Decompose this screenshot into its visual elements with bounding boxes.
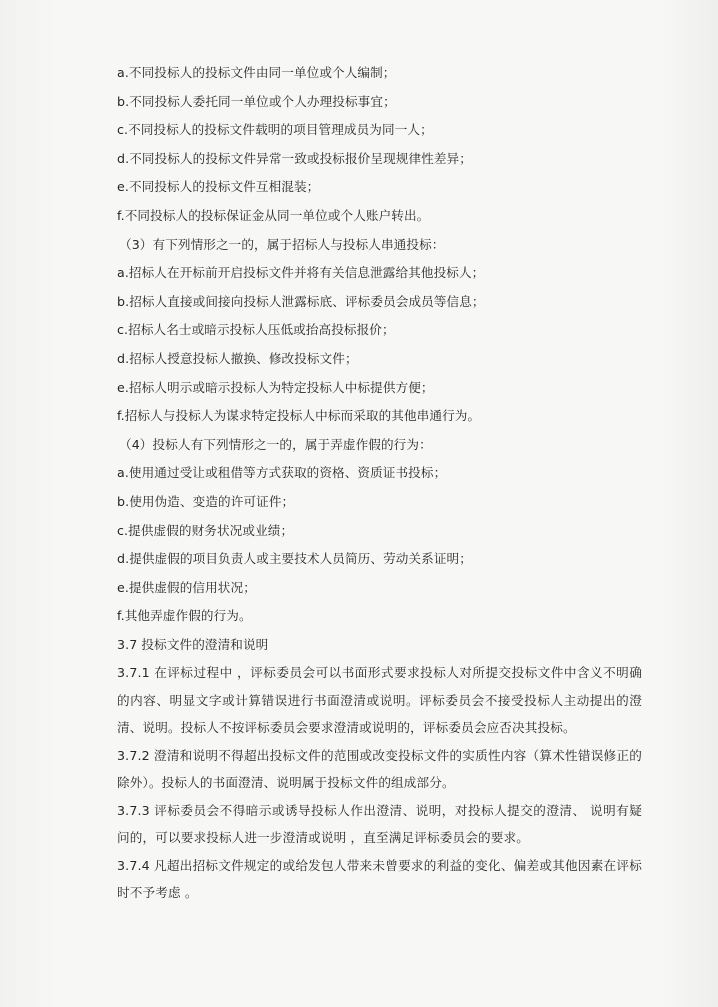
clause-line: d.招标人授意投标人撤换、修改投标文件； xyxy=(117,350,358,366)
paragraph-3-7-1: 3.7.1 在评标过程中 ，评标委员会可以书面形式要求投标人对所提交投标文件中含义不明确的内容、明显文字或计算错误进行书面澄清或说明。评标委员会不接受投标人主动提出的澄清、说明。投标人不按评标委员会要求澄清或说明的，评标委员会应否决其投标。 xyxy=(117,665,642,736)
paragraph-3-7-4: 3.7.4 凡超出招标文件规定的或给发包人带来未曾要求的利益的变化、偏差或其他因素在评标时不予考虑 。 xyxy=(117,857,642,901)
clause-line: e.不同投标人的投标文件互相混装； xyxy=(117,179,320,195)
clause-line: b.不同投标人委托同一单位或个人办理投标事宜； xyxy=(117,93,396,109)
clause-line: c.提供虚假的财务状况或业绩； xyxy=(117,522,294,538)
clause-line: a.使用通过受让或租借等方式获取的资格、资质证书投标； xyxy=(117,465,447,481)
subsection-heading: （3）有下列情形之一的，属于招标人与投标人串通投标： xyxy=(119,236,445,252)
clause-line: a.不同投标人的投标文件由同一单位或个人编制； xyxy=(117,65,396,80)
clause-line: f.不同投标人的投标保证金从同一单位或个人账户转出。 xyxy=(117,207,430,223)
clause-line: f.招标人与投标人为谋求特定投标人中标而采取的其他串通行为。 xyxy=(117,408,481,424)
clause-line: d.不同投标人的投标文件异常一致或投标报价呈现规律性差异； xyxy=(117,150,472,166)
paragraph-3-7-2: 3.7.2 澄清和说明不得超出投标文件的范围或改变投标文件的实质性内容（算术性错误修正的除外）。投标人的书面澄清、说明属于投标文件的组成部分。 xyxy=(117,747,642,791)
paragraph-3-7-3: 3.7.3 评标委员会不得暗示或诱导投标人作出澄清、说明，对投标人提交的澄清、 说明有疑问的，可以要求投标人进一步澄清或说明 ，直至满足评标委员会的要求。 xyxy=(117,802,642,846)
clause-line: e.提供虚假的信用状况； xyxy=(117,579,256,595)
clause-line: c.招标人名士或暗示投标人压低或抬高投标报价； xyxy=(117,322,395,338)
clause-line: d.提供虚假的项目负责人或主要技术人员简历、劳动关系证明； xyxy=(117,551,472,567)
clause-line: b.使用伪造、变造的许可证件； xyxy=(117,493,295,509)
clause-line: e.招标人明示或暗示投标人为特定投标人中标提供方便； xyxy=(117,379,434,395)
clause-line: a.招标人在开标前开启投标文件并将有关信息泄露给其他投标人； xyxy=(117,265,485,281)
document-body xyxy=(117,59,642,907)
subsection-heading: （4）投标人有下列情形之一的，属于弄虚作假的行为： xyxy=(119,436,432,452)
clause-line: c.不同投标人的投标文件载明的项目管理成员为同一人； xyxy=(117,122,433,138)
section-title: 3.7 投标文件的澄清和说明 xyxy=(117,636,269,652)
clause-line: b.招标人直接或间接向投标人泄露标底、评标委员会成员等信息； xyxy=(117,293,485,309)
clause-line: f.其他弄虚作假的行为。 xyxy=(117,608,252,624)
